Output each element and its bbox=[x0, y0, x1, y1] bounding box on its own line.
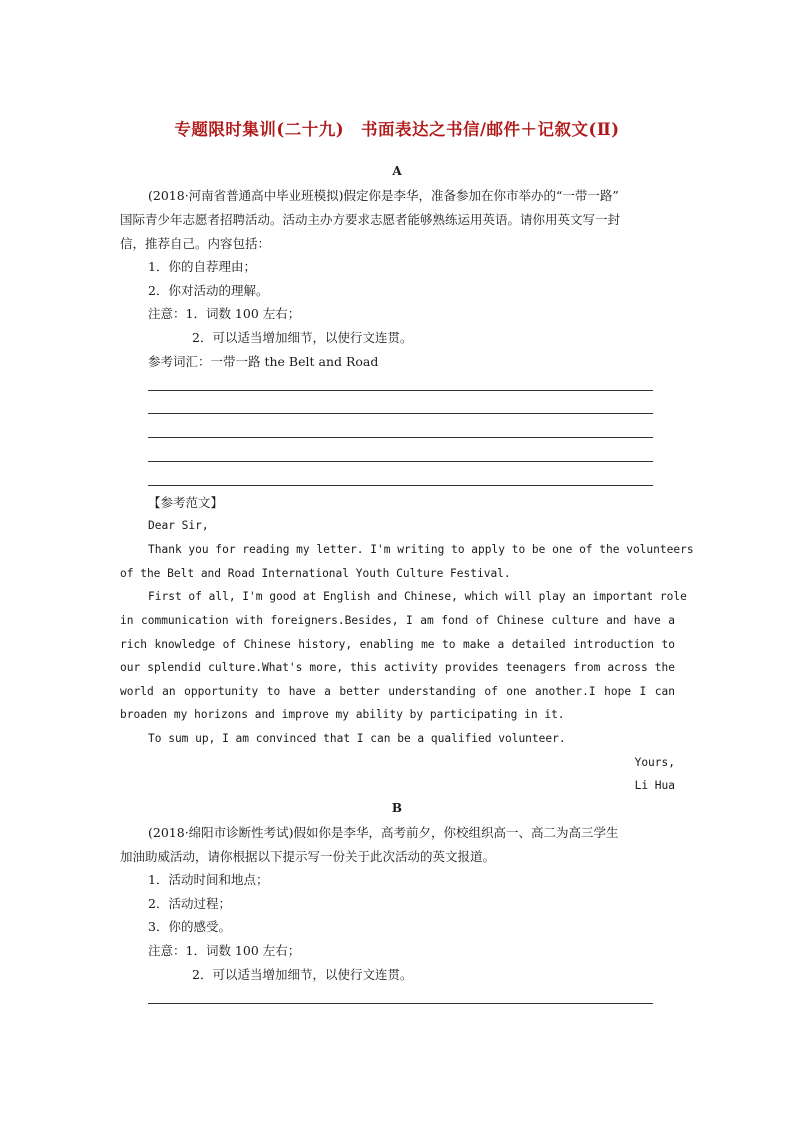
section-a-prompt-line: 国际青少年志愿者招聘活动。活动主办方要求志愿者能够熟练运用英语。请你用英文写一封 bbox=[120, 212, 621, 227]
section-a-item: 1．你的自荐理由； bbox=[148, 259, 256, 274]
answer-line bbox=[148, 390, 653, 391]
letter-line: our splendid culture.What's more, this activity provides teenagers from across the bbox=[120, 661, 675, 674]
section-a-item: 2．你对活动的理解。 bbox=[148, 283, 269, 298]
section-b-item: 1．活动时间和地点； bbox=[148, 872, 269, 887]
page-title: 专题限时集训(二十九) 书面表达之书信/邮件＋记叙文(Ⅱ) bbox=[174, 120, 620, 139]
section-a-prompt-line: (2018·河南省普通高中毕业班模拟)假定你是李华，准备参加在你市举办的“一带一路” bbox=[148, 188, 619, 203]
section-a-note: 2．可以适当增加细节，以使行文连贯。 bbox=[192, 330, 413, 345]
answer-line bbox=[148, 413, 653, 414]
answer-line bbox=[148, 485, 653, 486]
section-b-prompt-line: 加油助威活动，请你根据以下提示写一份关于此次活动的英文报道。 bbox=[120, 849, 496, 864]
letter-signature: Li Hua bbox=[634, 779, 675, 792]
letter-line: in communication with foreigners.Besides, I am fond of Chinese culture and have a bbox=[120, 614, 675, 627]
section-b-label: B bbox=[391, 801, 403, 815]
answer-line bbox=[148, 1003, 653, 1004]
section-b-item: 3．你的感受。 bbox=[148, 919, 231, 934]
section-b-prompt-line: (2018·绵阳市诊断性考试)假如你是李华，高考前夕，你校组织高一、高二为高三学生 bbox=[148, 825, 619, 840]
answer-line bbox=[148, 461, 653, 462]
letter-line: world an opportunity to have a better understanding of one another.I hope I can bbox=[120, 685, 675, 698]
section-b-note: 2．可以适当增加细节，以使行文连贯。 bbox=[192, 967, 413, 982]
section-b-item: 2．活动过程； bbox=[148, 896, 231, 911]
section-a-prompt-line: 信，推荐自己。内容包括： bbox=[120, 236, 271, 251]
section-a-vocab: 参考词汇：一带一路 the Belt and Road bbox=[148, 354, 379, 369]
letter-line: Thank you for reading my letter. I'm writing to apply to be one of the volunteers bbox=[148, 543, 694, 556]
section-a-note: 注意：1．词数 100 左右； bbox=[148, 306, 301, 321]
letter-line: rich knowledge of Chinese history, enabling me to make a detailed introduction to bbox=[120, 638, 675, 651]
letter-closing: Yours, bbox=[634, 756, 675, 769]
letter-line: of the Belt and Road International Youth Culture Festival. bbox=[120, 567, 511, 580]
answer-line bbox=[148, 437, 653, 438]
letter-line: broaden my horizons and improve my ability by participating in it. bbox=[120, 708, 565, 721]
letter-line: To sum up, I am convinced that I can be a qualified volunteer. bbox=[148, 732, 566, 745]
sample-heading: 【参考范文】 bbox=[148, 495, 224, 510]
letter-line: First of all, I'm good at English and Chinese, which will play an important role bbox=[148, 590, 687, 603]
letter-salutation: Dear Sir, bbox=[148, 519, 209, 532]
section-b-note: 注意：1．词数 100 左右； bbox=[148, 943, 301, 958]
section-a-label: A bbox=[392, 164, 402, 178]
